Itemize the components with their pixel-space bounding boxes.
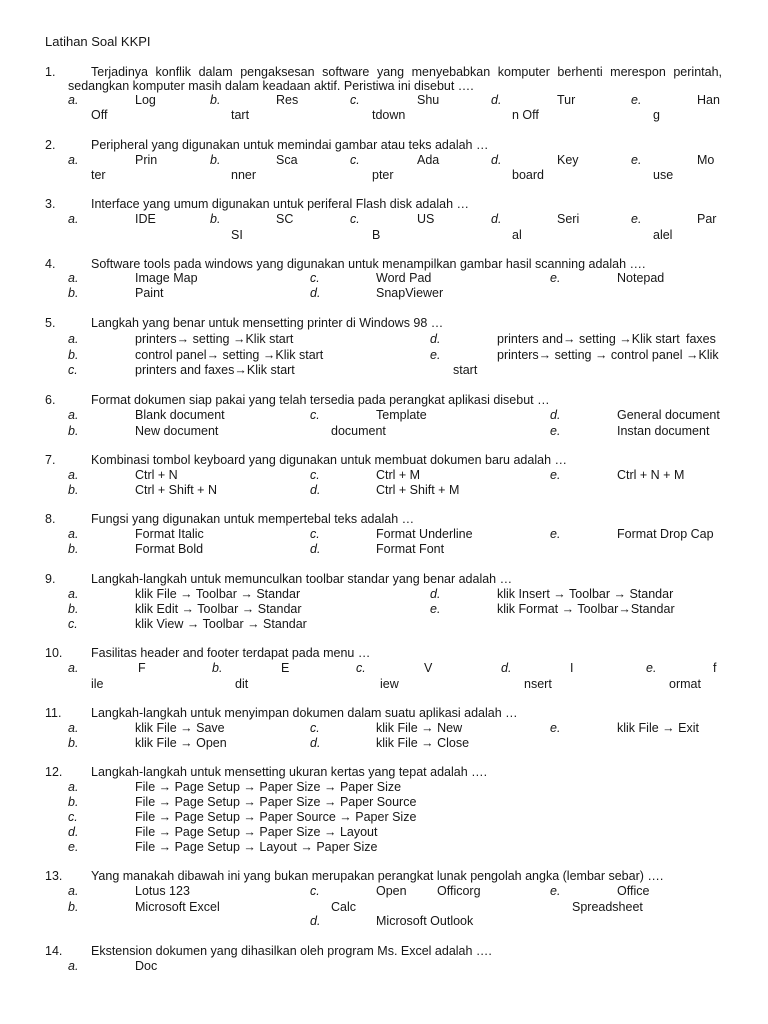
question-12-option-c-text: File → Page Setup → Paper Source → Paper Size [135,810,417,824]
question-10-option-d-text-cont: nsert [524,677,552,691]
question-12-option-a-text: File → Page Setup → Paper Size → Paper Size [135,780,402,794]
question-2-option-e-text-cont: use [653,168,674,182]
question-6-option-d-label: d. [550,408,561,422]
question-3-option-a-label: a. [68,212,79,226]
question-3-option-e-label: e. [631,212,642,226]
question-6-option-c-label: c. [310,408,320,422]
question-11-option-d-label: d. [310,736,321,750]
question-14-option-a-label: a. [68,959,79,973]
question-3-option-e-text-cont: alel [653,228,673,242]
question-5-option-d-text: printers and→ setting →Klik start [497,332,680,346]
question-9-option-e-text: klik Format → Toolbar→Standar [497,602,675,616]
question-12-option-c-label: c. [68,810,78,824]
question-1-option-d-text-cont: n Off [512,108,539,122]
question-2-option-c-text: Ada [417,153,440,167]
question-5-option-d-label: d. [430,332,441,346]
question-11-option-b-text: klik File → Open [135,736,227,750]
question-7-option-b-text: Ctrl + Shift + N [135,483,217,497]
question-5-option-c-text: printers and faxes→Klik start [135,363,295,377]
question-14-number: 14. [45,944,63,958]
question-13-option-d-label: d. [310,914,321,928]
question-6-option-e-text: Instan document [617,424,710,438]
question-10-option-e-text-cont: ormat [669,677,701,691]
question-11-option-a-label: a. [68,721,79,735]
question-1-option-e-text: Han [697,93,720,107]
question-1-option-b-text-cont: tart [231,108,250,122]
question-3-text: Interface yang umum digunakan untuk periferal Flash disk adalah … [91,197,469,211]
question-1-option-a-label: a. [68,93,79,107]
question-12-option-d-text: File → Page Setup → Paper Size → Layout [135,825,378,839]
question-11-option-c-label: c. [310,721,320,735]
question-10-text: Fasilitas header and footer terdapat pada menu … [91,646,371,660]
question-7-option-b-label: b. [68,483,79,497]
question-1-option-d-text: Tur [557,93,576,107]
question-13-option-c-text: Open [376,884,407,898]
question-4-option-e-text: Notepad [617,271,665,285]
question-4-option-c-text: Word Pad [376,271,432,285]
question-3-option-a-text: IDE [135,212,156,226]
question-3-option-d-text-cont: al [512,228,522,242]
question-13-option-a-label: a. [68,884,79,898]
question-2-option-a-text: Prin [135,153,158,167]
question-8-option-d-text: Format Font [376,542,445,556]
question-9-option-b-text: klik Edit → Toolbar → Standar [135,602,302,616]
question-12-option-b-text: File → Page Setup → Paper Size → Paper Source [135,795,417,809]
question-5-option-e-text-cont: start [453,363,478,377]
question-5-option-a-text: printers→ setting →Klik start [135,332,294,346]
question-4-option-c-label: c. [310,271,320,285]
question-6-option-c-text-cont: document [331,424,386,438]
question-8-number: 8. [45,512,56,526]
question-2-option-c-text-cont: pter [372,168,394,182]
question-11-option-e-label: e. [550,721,561,735]
question-11-option-a-text: klik File → Save [135,721,225,735]
question-2-option-e-text: Mo [697,153,715,167]
question-10-option-c-label: c. [356,661,366,675]
question-3-option-c-text: US [417,212,435,226]
question-10-option-e-text: f [713,661,717,675]
question-1-option-b-text: Res [276,93,299,107]
question-14-option-a-text: Doc [135,959,158,973]
question-5-option-b-label: b. [68,348,79,362]
question-11-number: 11. [45,706,62,720]
question-7-option-c-label: c. [310,468,320,482]
question-9-option-e-label: e. [430,602,441,616]
question-7-option-d-label: d. [310,483,321,497]
question-6-text: Format dokumen siap pakai yang telah tersedia pada perangkat aplikasi disebut … [91,393,550,407]
question-13-option-c-label: c. [310,884,320,898]
question-8-option-e-label: e. [550,527,561,541]
question-5-text: Langkah yang benar untuk mensetting printer di Windows 98 … [91,316,444,330]
question-11-option-d-text: klik File → Close [376,736,470,750]
question-9-option-b-label: b. [68,602,79,616]
question-3-option-b-label: b. [210,212,221,226]
question-13-option-e-text-cont: Spreadsheet [572,900,643,914]
question-7-option-e-text: Ctrl + N + M [617,468,685,482]
question-10-option-c-text: V [424,661,433,675]
question-11-option-e-text: klik File → Exit [617,721,699,735]
question-7-text: Kombinasi tombol keyboard yang digunakan untuk membuat dokumen baru adalah … [91,453,567,467]
question-1-option-b-label: b. [210,93,221,107]
question-1-number: 1. [45,65,56,79]
question-3-option-d-label: d. [491,212,502,226]
question-9-option-c-text: klik View → Toolbar → Standar [135,617,307,631]
question-2-number: 2. [45,138,56,152]
question-7-option-a-text: Ctrl + N [135,468,178,482]
question-3-option-c-label: c. [350,212,360,226]
question-3-number: 3. [45,197,56,211]
question-12-text: Langkah-langkah untuk mensetting ukuran kertas yang tepat adalah …. [91,765,488,779]
question-1-option-a-text: Log [135,93,156,107]
question-1-text-line-2: sedangkan komputer masih dalam keadaan aktif. Peristiwa ini disebut …. [68,79,474,93]
question-8-option-e-text: Format Drop Cap [617,527,714,541]
question-1-option-c-label: c. [350,93,360,107]
question-9-option-a-label: a. [68,587,79,601]
question-2-option-c-label: c. [350,153,360,167]
question-4-option-d-label: d. [310,286,321,300]
question-13-text: Yang manakah dibawah ini yang bukan merupakan perangkat lunak pengolah angka (lembar sebar) …. [91,869,664,883]
question-4-option-a-text: Image Map [135,271,198,285]
question-2-option-b-label: b. [210,153,221,167]
question-14-text: Ekstension dokumen yang dihasilkan oleh program Ms. Excel adalah …. [91,944,492,958]
question-5-option-d-text-cont: faxes [686,332,716,346]
question-10-option-a-text-cont: ile [91,677,104,691]
question-6-option-b-text: New document [135,424,219,438]
question-2-option-d-label: d. [491,153,502,167]
question-9-number: 9. [45,572,56,586]
question-6-number: 6. [45,393,56,407]
question-8-option-a-label: a. [68,527,79,541]
question-8-option-a-text: Format Italic [135,527,204,541]
question-12-number: 12. [45,765,63,779]
question-9-option-d-label: d. [430,587,441,601]
question-12-option-e-label: e. [68,840,79,854]
question-11-option-b-label: b. [68,736,79,750]
question-8-option-b-text: Format Bold [135,542,204,556]
question-10-option-a-text: F [138,661,146,675]
question-12-option-b-label: b. [68,795,79,809]
question-4-option-a-label: a. [68,271,79,285]
question-3-option-e-text: Par [697,212,717,226]
question-1-option-a-text-cont: Off [91,108,108,122]
question-1-option-e-text-cont: g [653,108,660,122]
question-2-option-b-text-cont: nner [231,168,257,182]
question-6-option-c-text: Template [376,408,427,422]
question-7-option-e-label: e. [550,468,561,482]
question-4-option-e-label: e. [550,271,561,285]
question-1-option-e-label: e. [631,93,642,107]
question-10-option-d-label: d. [501,661,512,675]
question-10-option-b-text: E [281,661,290,675]
question-6-option-a-label: a. [68,408,79,422]
question-9-option-a-text: klik File → Toolbar → Standar [135,587,301,601]
question-7-option-a-label: a. [68,468,79,482]
question-4-option-b-text: Paint [135,286,164,300]
question-6-option-d-text: General document [617,408,720,422]
question-10-option-a-label: a. [68,661,79,675]
question-12-option-a-label: a. [68,780,79,794]
question-5-option-b-text: control panel→ setting →Klik start [135,348,324,362]
question-6-option-a-text: Blank document [135,408,225,422]
question-13-option-e-label: e. [550,884,561,898]
question-12-option-e-text: File → Page Setup → Layout → Paper Size [135,840,378,854]
question-5-option-a-label: a. [68,332,79,346]
question-10-option-c-text-cont: iew [380,677,399,691]
question-12-option-d-label: d. [68,825,79,839]
question-10-number: 10. [45,646,63,660]
question-10-option-b-label: b. [212,661,223,675]
question-13-option-e-text: Office [617,884,650,898]
question-5-option-e-label: e. [430,348,441,362]
question-8-option-d-label: d. [310,542,321,556]
question-5-option-c-label: c. [68,363,78,377]
question-6-option-b-label: b. [68,424,79,438]
question-1-option-c-text: Shu [417,93,440,107]
question-4-text: Software tools pada windows yang digunakan untuk menampilkan gambar hasil scanning adalah …. [91,257,646,271]
question-8-option-c-text: Format Underline [376,527,473,541]
question-2-option-a-text-cont: ter [91,168,106,182]
question-7-option-d-text: Ctrl + Shift + M [376,483,460,497]
question-2-option-d-text: Key [557,153,579,167]
question-13-option-c-text-2: Officorg [437,884,481,898]
question-13-option-b-label: b. [68,900,79,914]
question-6-option-e-label: e. [550,424,561,438]
question-13-number: 13. [45,869,63,883]
question-4-option-d-text: SnapViewer [376,286,444,300]
document-title: Latihan Soal KKPI [45,34,151,49]
question-9-option-c-label: c. [68,617,78,631]
question-4-number: 4. [45,257,56,271]
question-3-option-c-text-cont: B [372,228,381,242]
question-2-option-b-text: Sca [276,153,298,167]
question-2-option-d-text-cont: board [512,168,544,182]
question-13-option-b-text: Microsoft Excel [135,900,220,914]
question-10-option-e-label: e. [646,661,657,675]
question-13-option-c-text-cont: Calc [331,900,357,914]
question-3-option-d-text: Seri [557,212,580,226]
question-1-option-c-text-cont: tdown [372,108,406,122]
question-5-option-e-text: printers→ setting → control panel →Klik [497,348,719,362]
question-8-option-c-label: c. [310,527,320,541]
question-13-option-d-text: Microsoft Outlook [376,914,474,928]
question-11-option-c-text: klik File → New [376,721,463,735]
question-3-option-b-text: SC [276,212,294,226]
question-10-option-d-text: I [570,661,574,675]
question-10-option-b-text-cont: dit [235,677,249,691]
question-9-text: Langkah-langkah untuk memunculkan toolbar standar yang benar adalah … [91,572,513,586]
question-8-text: Fungsi yang digunakan untuk mempertebal teks adalah … [91,512,415,526]
question-9-option-d-text: klik Insert → Toolbar → Standar [497,587,674,601]
question-7-number: 7. [45,453,56,467]
question-2-option-a-label: a. [68,153,79,167]
question-5-number: 5. [45,316,56,330]
question-4-option-b-label: b. [68,286,79,300]
question-7-option-c-text: Ctrl + M [376,468,421,482]
question-11-text: Langkah-langkah untuk menyimpan dokumen dalam suatu aplikasi adalah … [91,706,518,720]
question-1-text-line-1: Terjadinya konflik dalam pengaksesan software yang menyebabkan komputer berhenti merespon perintah, [91,65,722,79]
question-2-text: Peripheral yang digunakan untuk memindai gambar atau teks adalah … [91,138,489,152]
question-1-option-d-label: d. [491,93,502,107]
question-3-option-b-text-cont: SI [231,228,243,242]
question-13-option-a-text: Lotus 123 [135,884,190,898]
question-2-option-e-label: e. [631,153,642,167]
question-8-option-b-label: b. [68,542,79,556]
